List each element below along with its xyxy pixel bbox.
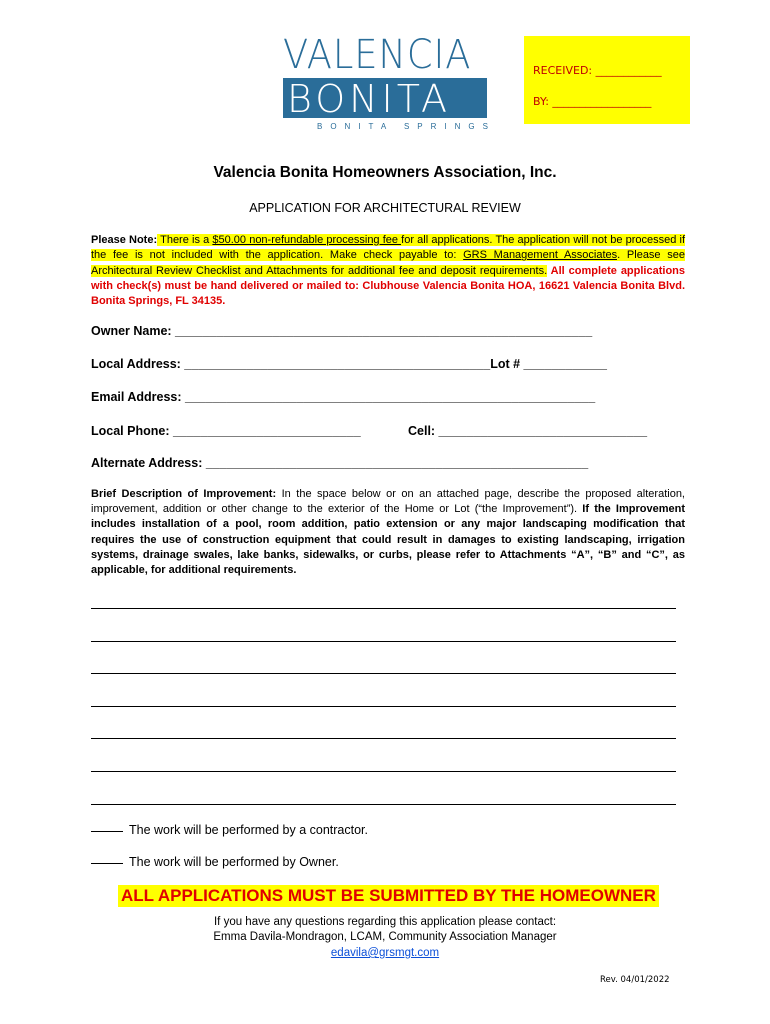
contact-email-row	[0, 946, 770, 962]
note-payee: GRS Management Associates	[463, 249, 618, 262]
note-checklist: . Please see Architectural Review Checklist and Attachments for additional fee and deposit requirements.	[91, 249, 685, 277]
contact-manager: Emma Davila-Mondragon, LCAM, Community Association Manager	[213, 931, 557, 943]
improvement-description-instructions	[91, 487, 685, 578]
note-label: Please Note:	[91, 234, 158, 246]
description-text: In the space below or on an attached page, describe the proposed alteration, improvement, addition or other change to the exterior of the Home or Lot (“the Improvement”).	[91, 488, 685, 516]
description-line-1[interactable]	[91, 608, 676, 609]
received-line: RECEIVED: ____________	[533, 64, 662, 77]
alternate-address-field[interactable]: Alternate Address: _______________________________________________________	[91, 456, 589, 470]
contractor-option-label: The work will be performed by a contractor.	[129, 823, 368, 837]
description-line-4[interactable]	[91, 706, 676, 707]
description-line-3[interactable]	[91, 673, 676, 674]
owner-name-field[interactable]: Owner Name: ____________________________________________________________	[91, 324, 593, 338]
received-stamp-box	[524, 36, 690, 124]
owner-checkbox-blank[interactable]	[91, 863, 123, 864]
contractor-checkbox-blank[interactable]	[91, 831, 123, 832]
owner-option-label: The work will be performed by Owner.	[129, 855, 339, 869]
local-address-field[interactable]: Local Address: ____________________________________________Lot # ____________	[91, 357, 607, 371]
received-by-line: BY: __________________	[533, 95, 652, 108]
contractor-option[interactable]	[91, 823, 368, 837]
form-title: APPLICATION FOR ARCHITECTURAL REVIEW	[249, 201, 521, 215]
description-line-2[interactable]	[91, 641, 676, 642]
association-title: Valencia Bonita Homeowners Association, Inc.	[213, 164, 557, 181]
valencia-bonita-logo	[283, 32, 496, 131]
email-address-field[interactable]: Email Address: ___________________________________________________________	[91, 390, 596, 404]
description-label: Brief Description of Improvement:	[91, 488, 277, 500]
cell-field[interactable]: Cell: ______________________________	[408, 424, 648, 438]
description-line-6[interactable]	[91, 771, 676, 772]
logo-line-valencia: VALENCIA	[283, 32, 472, 78]
description-line-7[interactable]	[91, 804, 676, 805]
logo-tagline: BONITA SPRINGS	[317, 122, 496, 131]
contact-email-link[interactable]: edavila@grsmgt.com	[330, 947, 440, 959]
note-fee: $50.00 non-refundable processing fee	[212, 234, 402, 246]
note-intro: There is a	[157, 234, 213, 246]
description-line-5[interactable]	[91, 738, 676, 739]
fee-note	[91, 233, 685, 309]
revision-date: Rev. 04/01/2022	[600, 975, 670, 985]
note-processing: for all applications. The application will not be processed if the fee is not included with the application. Make check payable to:	[91, 234, 686, 262]
contact-intro: If you have any questions regarding this application please contact:	[213, 916, 557, 928]
owner-option[interactable]	[91, 855, 339, 869]
local-phone-field[interactable]: Local Phone: ___________________________	[91, 424, 361, 438]
submission-banner: ALL APPLICATIONS MUST BE SUBMITTED BY THE HOMEOWNER	[118, 885, 659, 907]
note-delivery: All complete applications with check(s) must be hand delivered or mailed to: Clubhouse Valencia Bonita HOA, 16621 Valencia Bonita Blvd. Bonita Springs, FL 34135.	[91, 264, 685, 308]
description-requirements: If the Improvement includes installation of a pool, room addition, patio extension or any major landscaping modification that requires the use of construction equipment that could result in damages to existing landscaping, irrigation systems, drainage swales, lake banks, sidewalks, or curbs, please refer to Attachments “A”, “B” and “C”, as applicable, for additional requirements.	[91, 503, 685, 577]
logo-line-bonita: BONITA	[283, 78, 487, 118]
